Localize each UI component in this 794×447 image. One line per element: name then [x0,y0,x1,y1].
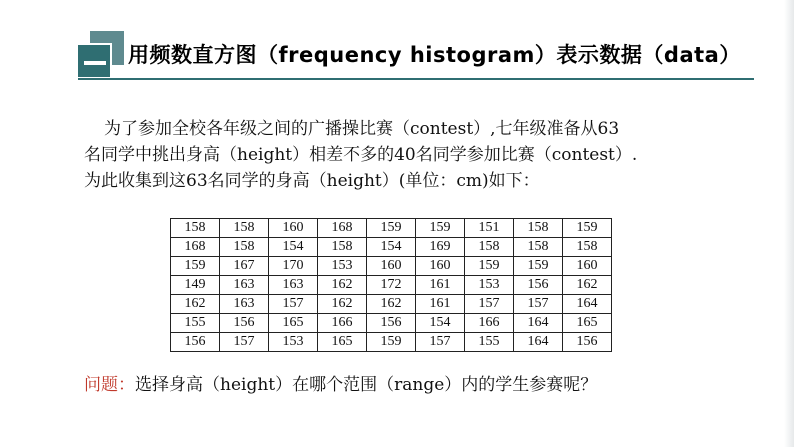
table-cell: 163 [220,276,269,295]
height-data-table [170,218,612,352]
title-bar [78,30,741,78]
table-cell: 162 [318,276,367,295]
title-underline [78,78,754,80]
table-cell: 164 [563,295,612,314]
table-row [171,238,612,257]
intro-line-1: 为了参加全校各年级之间的广播操比赛（contest）,七年级准备从63 [104,119,620,139]
table-cell: 161 [416,295,465,314]
table-row [171,295,612,314]
table-cell: 158 [220,219,269,238]
table-cell: 159 [367,333,416,352]
table-cell: 163 [269,276,318,295]
table-cell: 156 [514,276,563,295]
table-cell: 162 [171,295,220,314]
table-cell: 154 [367,238,416,257]
table-cell: 156 [220,314,269,333]
table-cell: 154 [269,238,318,257]
height-table-body [171,219,612,352]
table-cell: 170 [269,257,318,276]
table-cell: 165 [269,314,318,333]
table-cell: 163 [220,295,269,314]
table-cell: 165 [563,314,612,333]
table-cell: 154 [416,314,465,333]
intro-paragraph [84,116,724,194]
table-cell: 158 [514,219,563,238]
table-row [171,219,612,238]
table-cell: 157 [269,295,318,314]
table-cell: 159 [563,219,612,238]
table-cell: 165 [318,333,367,352]
table-cell: 157 [220,333,269,352]
table-cell: 158 [318,238,367,257]
table-cell: 158 [514,238,563,257]
question-label: 问题： [84,375,135,395]
table-cell: 162 [318,295,367,314]
table-cell: 158 [220,238,269,257]
table-cell: 156 [563,333,612,352]
table-row [171,257,612,276]
table-cell: 156 [367,314,416,333]
table-cell: 157 [514,295,563,314]
intro-line-3: 为此收集到这63名同学的身高（height）(单位：cm)如下： [84,171,540,191]
table-row [171,333,612,352]
table-cell: 158 [171,219,220,238]
table-cell: 160 [269,219,318,238]
table-cell: 167 [220,257,269,276]
table-cell: 158 [563,238,612,257]
table-cell: 159 [465,257,514,276]
table-cell: 172 [367,276,416,295]
table-cell: 151 [465,219,514,238]
table-cell: 168 [171,238,220,257]
table-cell: 160 [416,257,465,276]
table-cell: 157 [416,333,465,352]
table-cell: 164 [514,314,563,333]
table-cell: 160 [563,257,612,276]
table-cell: 153 [269,333,318,352]
table-cell: 153 [318,257,367,276]
table-cell: 149 [171,276,220,295]
table-cell: 156 [171,333,220,352]
table-cell: 166 [318,314,367,333]
table-cell: 159 [171,257,220,276]
stacked-squares-icon [78,31,124,77]
table-cell: 159 [514,257,563,276]
table-cell: 158 [465,238,514,257]
table-cell: 159 [416,219,465,238]
table-cell: 159 [367,219,416,238]
table-cell: 155 [465,333,514,352]
table-row [171,276,612,295]
table-cell: 162 [563,276,612,295]
question-text: 选择身高（height）在哪个范围（range）内的学生参赛呢？ [135,375,598,395]
table-cell: 160 [367,257,416,276]
table-cell: 153 [465,276,514,295]
table-cell: 162 [367,295,416,314]
table-cell: 164 [514,333,563,352]
intro-line-2: 名同学中挑出身高（height）相差不多的40名同学参加比赛（contest）. [84,145,638,165]
table-cell: 169 [416,238,465,257]
table-cell: 168 [318,219,367,238]
slide-title: 用频数直方图（frequency histogram）表示数据（data） [128,43,741,67]
table-cell: 166 [465,314,514,333]
table-cell: 157 [465,295,514,314]
table-row [171,314,612,333]
slide-right-edge [784,0,794,447]
table-cell: 161 [416,276,465,295]
question-line [84,372,597,398]
table-cell: 155 [171,314,220,333]
